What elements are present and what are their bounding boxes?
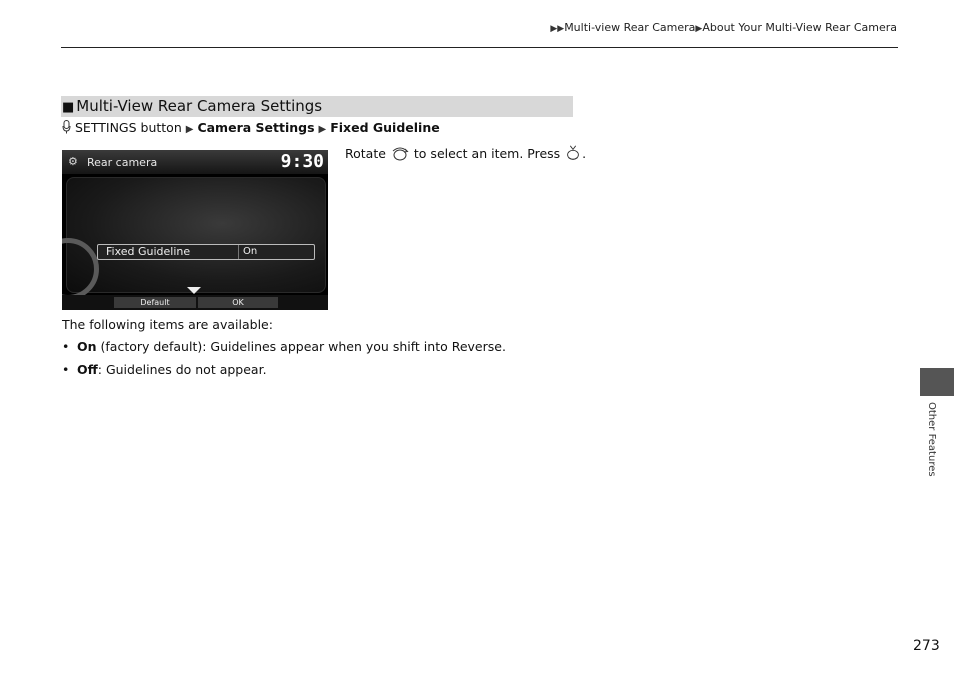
menu-path <box>62 120 440 135</box>
screen-footer <box>62 295 328 310</box>
rotate-text-middle: to select an item. Press <box>413 146 561 161</box>
header-rule <box>61 47 898 48</box>
bullet-icon: • <box>62 339 70 354</box>
gear-icon: ⚙ <box>68 155 78 168</box>
path-settings-button: SETTINGS button <box>75 120 182 135</box>
rotate-text-before: Rotate <box>345 146 386 161</box>
path-fixed-guideline: Fixed Guideline <box>330 120 440 135</box>
path-arrow-icon: ▶ <box>185 124 194 135</box>
ok-button[interactable]: OK <box>198 297 278 308</box>
options-list <box>62 339 506 385</box>
section-title: Multi-View Rear Camera Settings <box>76 97 323 115</box>
option-term: Off <box>77 362 98 377</box>
path-arrow-icon: ▶ <box>318 124 327 135</box>
press-knob-icon <box>564 144 582 162</box>
list-item <box>62 339 506 362</box>
option-description: (factory default): Guidelines appear when you shift into Reverse. <box>96 339 506 354</box>
chapter-label: Other Features <box>926 402 937 477</box>
section-heading <box>61 96 573 117</box>
scroll-down-icon[interactable] <box>187 287 201 294</box>
screen-body <box>66 177 326 293</box>
screen-title: Rear camera <box>87 156 158 169</box>
path-camera-settings: Camera Settings <box>197 120 315 135</box>
page-number: 273 <box>913 638 940 654</box>
fixed-guideline-row[interactable] <box>97 244 315 260</box>
rotate-text-end: . <box>582 146 587 161</box>
rotate-instruction <box>345 144 586 162</box>
intro-text: The following items are available: <box>62 317 273 332</box>
bullet-icon: • <box>62 362 70 377</box>
screen-clock: 9:30 <box>280 151 324 172</box>
screen-header <box>62 150 328 174</box>
fixed-guideline-label: Fixed Guideline <box>106 245 191 258</box>
list-item <box>62 362 506 385</box>
option-description: : Guidelines do not appear. <box>97 362 267 377</box>
section-marker-icon: ■ <box>62 100 75 115</box>
rotate-knob-icon <box>390 144 410 162</box>
breadcrumb <box>550 21 897 34</box>
microphone-icon <box>62 120 71 134</box>
dial-graphic <box>62 238 99 300</box>
breadcrumb-item-2[interactable]: About Your Multi-View Rear Camera <box>702 21 897 34</box>
chapter-tab <box>920 368 954 396</box>
breadcrumb-separator: ▶ <box>695 24 703 34</box>
breadcrumb-arrows: ▶▶ <box>550 24 565 34</box>
rear-camera-screen <box>62 150 328 310</box>
fixed-guideline-value: On <box>238 245 257 259</box>
option-term: On <box>77 339 97 354</box>
default-button[interactable]: Default <box>114 297 196 308</box>
breadcrumb-item-1[interactable]: Multi-view Rear Camera <box>564 21 696 34</box>
